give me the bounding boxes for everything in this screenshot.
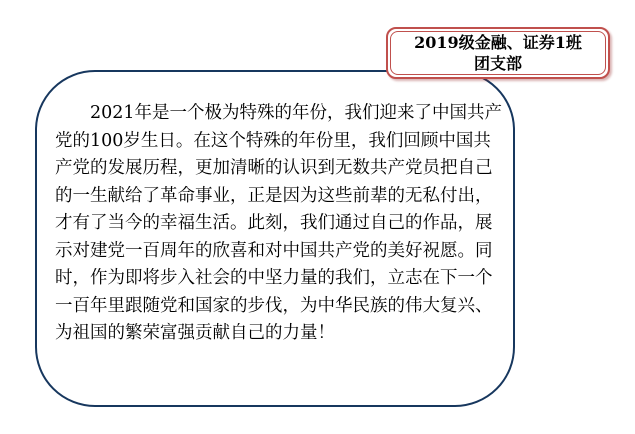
message-text: 2021年是一个极为特殊的年份，我们迎来了中国共产党的100岁生日。在这个特殊的年份里，我们回顾中国共产党的发展历程，更加清晰的认识到无数共产党员把自己的一生献给了革命事业，正是因为这些前辈的无私付出，才有了当今的幸福生活。此刻，我们通过自己的作品，展示对建党一百周年的欣喜和对中国共产党的美好祝愿。同时，作为即将步入社会的中坚力量的我们，立志在下一个一百年里跟随党和国家的步伐，为中华民族的伟大复兴、为祖国的繁荣富强贡献自己的力量！	[55, 103, 503, 343]
organization-label-line1: 2019级金融、证券1班	[414, 33, 582, 52]
organization-label-line2: 团支部	[473, 54, 522, 73]
organization-label	[386, 27, 610, 79]
